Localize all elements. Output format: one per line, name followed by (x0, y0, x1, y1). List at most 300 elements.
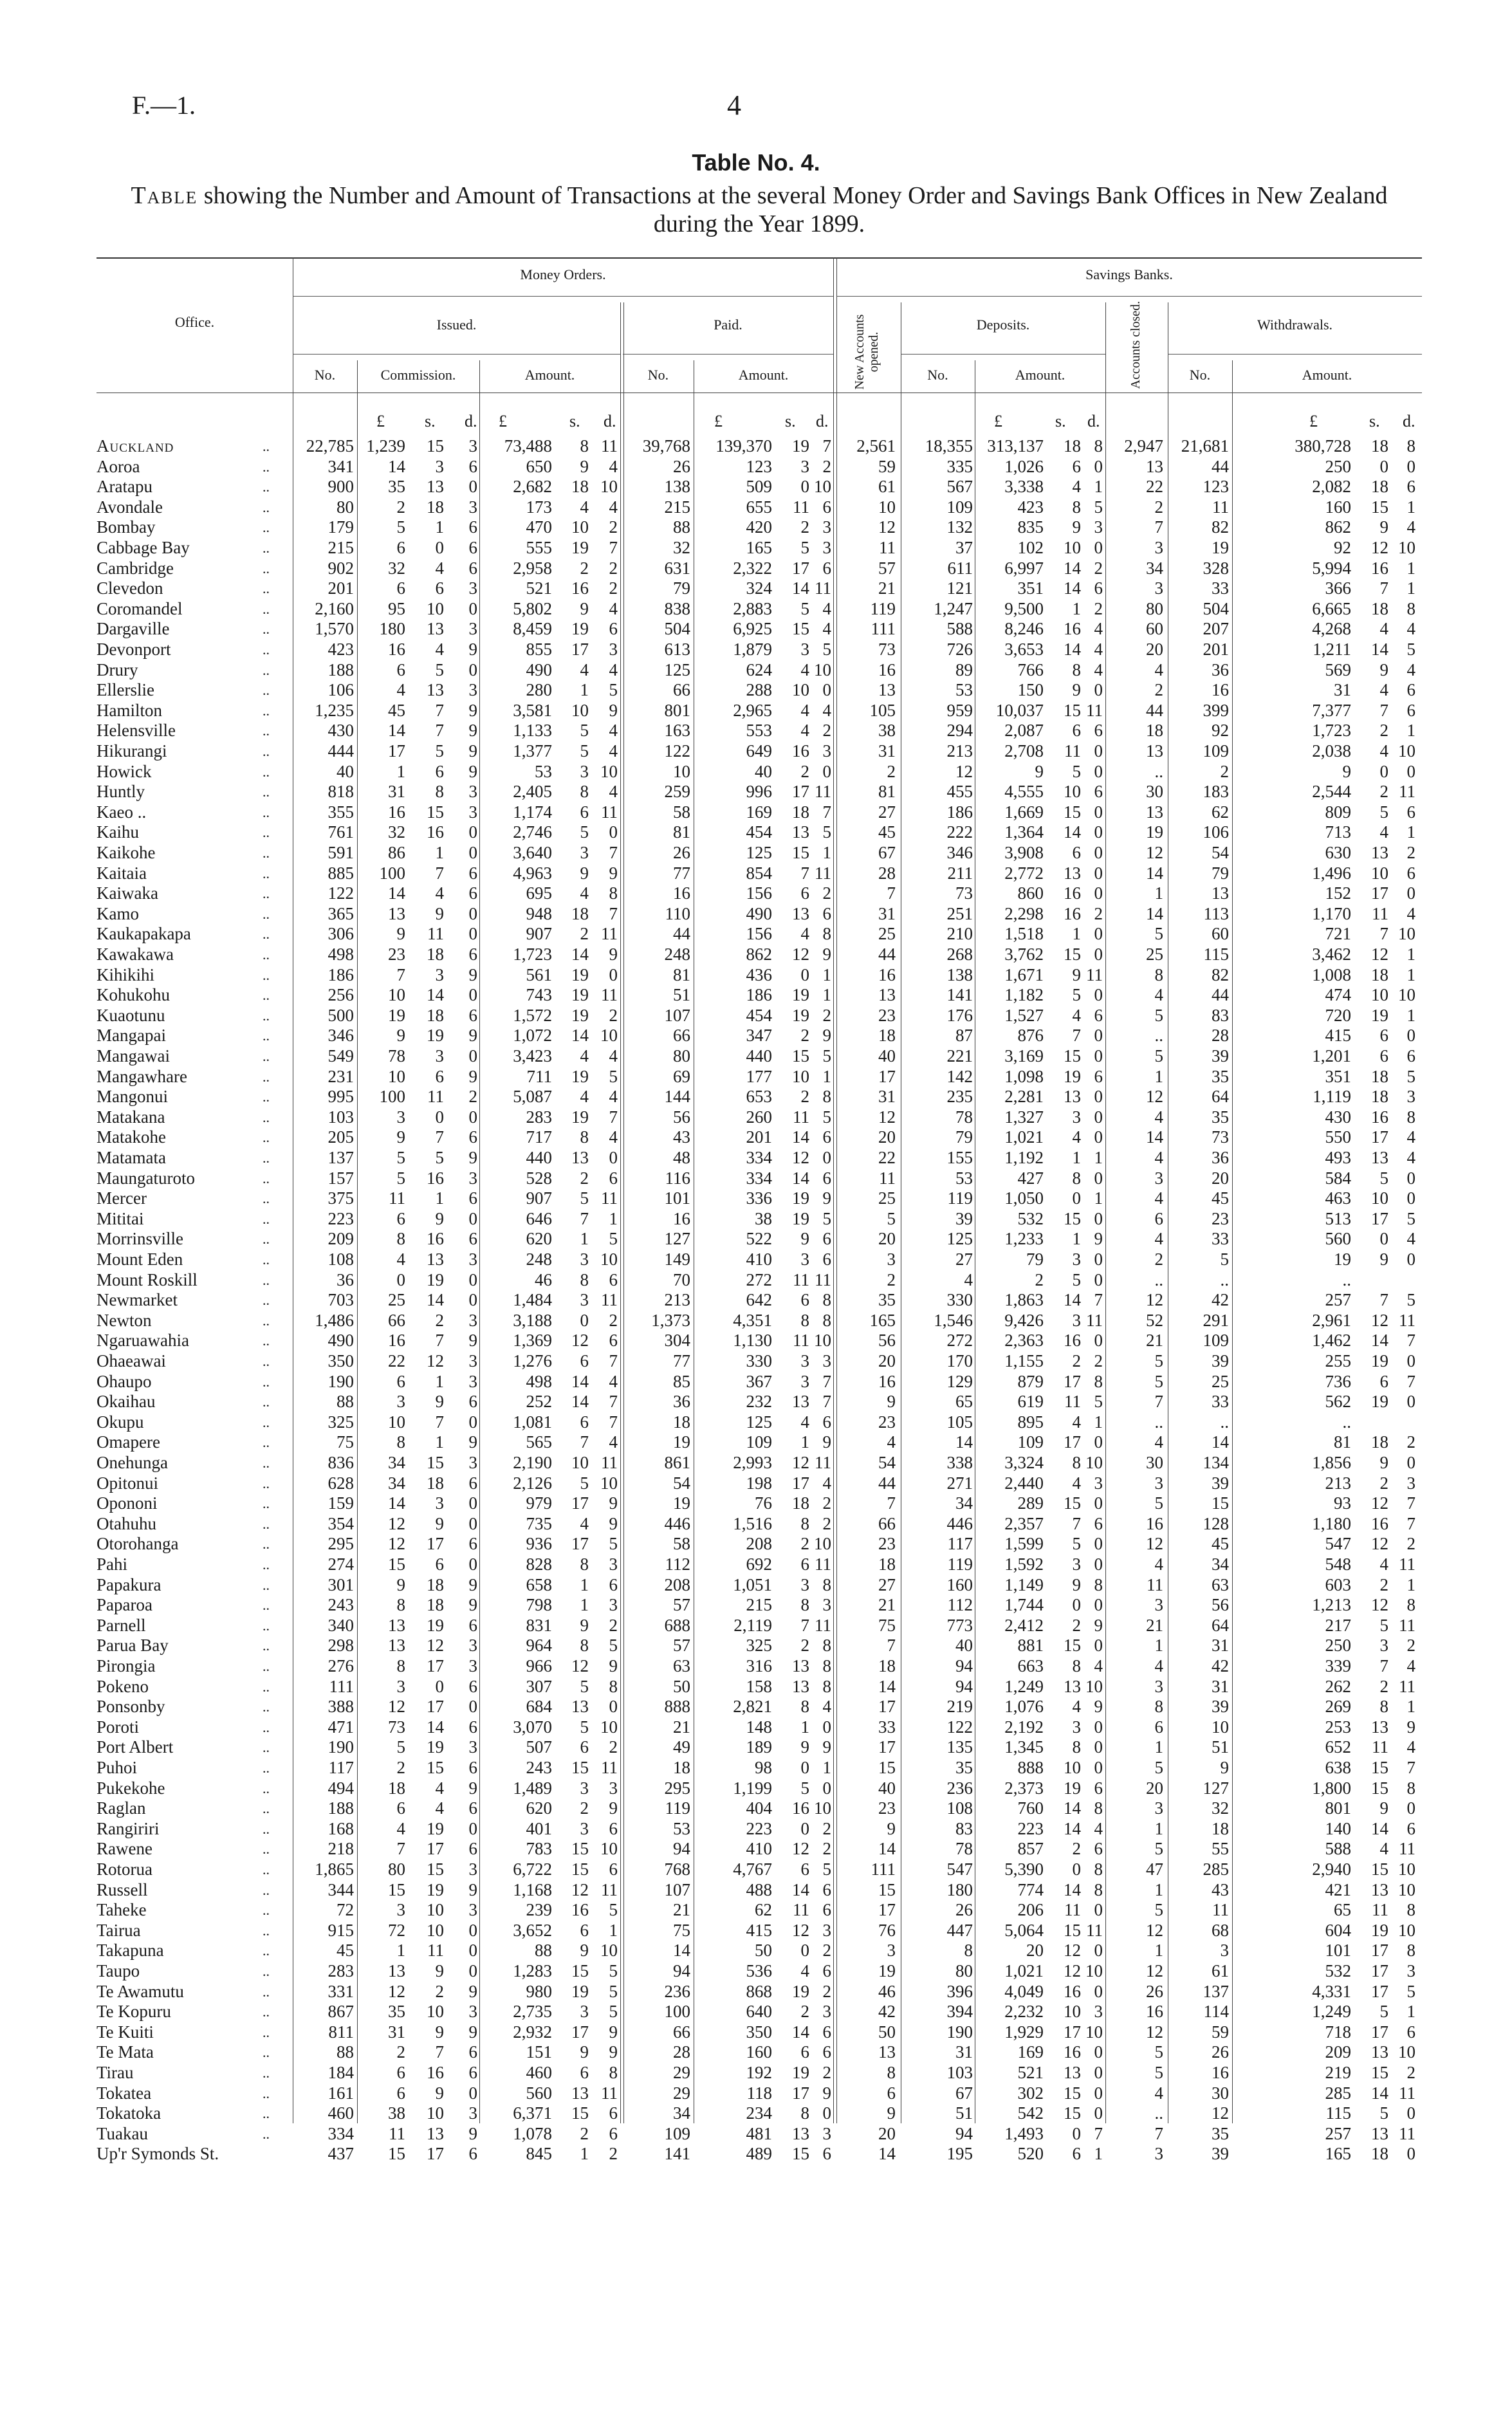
cell-closed: 4 (1154, 1229, 1163, 1249)
cell-wd_no: 92 (1212, 721, 1229, 741)
cell-paid_amt-2: 2 (822, 1513, 831, 1533)
cell-paid_amt-2: 10 (814, 477, 831, 497)
cell-paid_no: 69 (673, 1066, 690, 1086)
cell-iss_no: 45 (337, 1941, 354, 1961)
cell-wd_no: 83 (1212, 1005, 1229, 1025)
cell-com-2: 9 (468, 2123, 477, 2143)
cell-dep_amt-0: 8,246 (1004, 619, 1044, 639)
cell-com-0: 5 (396, 1168, 405, 1188)
cell-iss_amt-2: 11 (601, 802, 618, 822)
cell-paid_no: 631 (664, 558, 690, 578)
cell-com-1: 18 (427, 1595, 444, 1615)
cell-dep_amt-1: 4 (1072, 1005, 1081, 1025)
cell-com-0: 4 (396, 680, 405, 700)
cell-com-1: 17 (427, 1839, 444, 1859)
cell-com-0: 66 (388, 1310, 405, 1330)
cell-paid_amt-0: 160 (746, 2042, 772, 2062)
cell-wd_amt-0: 547 (1325, 1534, 1351, 1554)
cell-paid_amt-0: 208 (746, 1534, 772, 1554)
cell-wd_amt-2: 8 (1406, 1900, 1415, 1920)
cell-com-0: 34 (388, 1453, 405, 1472)
cell-iss_amt-1: 8 (580, 782, 589, 802)
leader-dots: .. (263, 1129, 270, 1146)
office-name: Matakana (97, 1107, 165, 1127)
cell-com-2: 3 (468, 497, 477, 517)
cell-iss_amt-0: 735 (526, 1513, 552, 1533)
cell-new_acc: 46 (878, 1981, 896, 2001)
cell-iss_amt-1: 4 (580, 497, 589, 517)
cell-iss_amt-1: 2 (580, 558, 589, 578)
cell-dep_no: 132 (946, 517, 973, 537)
cell-com-1: 13 (427, 619, 444, 639)
cell-iss_amt-2: 10 (600, 477, 618, 497)
unit-iss-d: d. (604, 412, 616, 430)
cell-wd_amt-2: 10 (1398, 1879, 1415, 1899)
cell-wd_amt-0: 720 (1325, 1005, 1351, 1025)
cell-iss_amt-2: 6 (609, 619, 618, 639)
cell-dep_amt-1: 9 (1072, 680, 1081, 700)
cell-paid_no: 14 (673, 1941, 690, 1961)
cell-com-1: 9 (435, 2022, 444, 2042)
cell-iss_amt-2: 9 (609, 1656, 618, 1675)
cell-iss_amt-0: 907 (526, 1188, 552, 1208)
cell-dep_amt-1: 19 (1064, 1066, 1081, 1086)
table-row (0, 2022, 1512, 2042)
office-name: Pukekohe (97, 1778, 165, 1798)
office-name: Ponsonby (97, 1697, 165, 1717)
cell-wd_no: 44 (1212, 456, 1229, 476)
cell-com-1: 1 (435, 1371, 444, 1391)
office-name: Okaihau (97, 1392, 156, 1412)
cell-wd_amt-0: 862 (1325, 517, 1351, 537)
cell-iss_amt-2: 10 (600, 1941, 618, 1961)
cell-com-2: 9 (468, 1331, 477, 1351)
cell-com-1: 19 (427, 1615, 444, 1635)
leader-dots: .. (263, 1678, 270, 1695)
cell-dep_amt-0: 223 (1017, 1818, 1044, 1838)
cell-iss_amt-1: 19 (571, 1107, 589, 1127)
cell-iss_amt-2: 2 (609, 1615, 618, 1635)
cell-dep_amt-1: 1 (1072, 1148, 1081, 1167)
cell-dep_amt-1: 17 (1064, 1371, 1081, 1391)
cell-wd_amt-1: 18 (1371, 477, 1388, 497)
cell-paid_amt-2: 6 (822, 2144, 831, 2164)
cell-wd_amt-2: 9 (1406, 1717, 1415, 1737)
cell-iss_amt-1: 3 (580, 1778, 589, 1798)
cell-paid_amt-2: 8 (822, 1656, 831, 1675)
office-name: Howick (97, 761, 152, 781)
cell-paid_amt-2: 3 (822, 1595, 831, 1615)
cell-wd_amt-0: 217 (1325, 1615, 1351, 1635)
cell-dep_amt-2: 0 (1094, 822, 1103, 842)
cell-wd_amt-0: 1,213 (1312, 1595, 1351, 1615)
leader-dots: .. (263, 1251, 270, 1268)
cell-wd_amt-2: 4 (1406, 903, 1415, 923)
cell-com-2: 6 (468, 1615, 477, 1635)
cell-wd_amt-1: 5 (1379, 802, 1388, 822)
cell-wd_amt-0: 513 (1325, 1208, 1351, 1228)
cell-closed: 4 (1154, 1107, 1163, 1127)
cell-com-0: 6 (396, 1798, 405, 1818)
cell-paid_no: 77 (673, 1351, 690, 1371)
cell-paid_amt-1: 17 (792, 2083, 809, 2103)
cell-wd_amt-1: 4 (1379, 1555, 1388, 1574)
cell-iss_amt-0: 3,423 (513, 1046, 552, 1066)
cell-dep_no: 176 (946, 1005, 973, 1025)
cell-new_acc: 59 (878, 456, 896, 476)
cell-com-2: 0 (468, 843, 477, 862)
leader-dots: .. (263, 1048, 270, 1064)
cell-iss_amt-2: 9 (609, 1798, 618, 1818)
cell-wd_amt-1: 14 (1371, 1818, 1388, 1838)
cell-paid_amt-0: 350 (746, 2022, 772, 2042)
cell-iss_amt-2: 7 (609, 903, 618, 923)
cell-wd_amt-2: 11 (1399, 1676, 1415, 1696)
cell-new_acc: 40 (878, 1778, 896, 1798)
leader-dots: .. (263, 1536, 270, 1553)
cell-com-1: 3 (435, 965, 444, 984)
cell-dep_amt-2: 9 (1094, 1697, 1103, 1717)
cell-paid_amt-0: 415 (746, 1920, 772, 1940)
cell-iss_amt-2: 7 (609, 1107, 618, 1127)
cell-com-0: 6 (396, 1208, 405, 1228)
cell-wd_amt-1: 12 (1371, 1493, 1388, 1513)
cell-dep_amt-2: 11 (1086, 1920, 1103, 1940)
cell-wd_amt-0: 339 (1325, 1656, 1351, 1675)
cell-com-1: 9 (435, 1513, 444, 1533)
cell-iss_amt-1: 1 (580, 1574, 589, 1594)
cell-paid_amt-0: 109 (746, 1432, 772, 1452)
cell-iss_amt-0: 498 (526, 1371, 552, 1391)
cell-iss_amt-2: 9 (609, 2022, 618, 2042)
cell-paid_amt-2: 5 (822, 1208, 831, 1228)
cell-dep_amt-1: 17 (1064, 2022, 1081, 2042)
cell-dep_no: 78 (955, 1839, 973, 1859)
cell-iss_amt-2: 2 (609, 2144, 618, 2164)
office-name: Kuaotunu (97, 1005, 165, 1025)
header-withdrawals-amount: Amount. (1302, 367, 1352, 383)
cell-dep_no: 125 (946, 1229, 973, 1249)
cell-paid_no: 112 (665, 1555, 690, 1574)
cell-paid_amt-0: 324 (746, 578, 772, 598)
cell-com-2: 0 (468, 1555, 477, 1574)
office-name: Kaikohe (97, 843, 156, 862)
cell-wd_amt-0: 2,544 (1312, 782, 1351, 802)
leader-dots: .. (263, 905, 270, 922)
table-row (0, 599, 1512, 619)
cell-dep_no: 294 (946, 721, 973, 741)
cell-dep_amt-1: 6 (1072, 2144, 1081, 2164)
cell-dep_amt-0: 1,021 (1004, 1127, 1044, 1147)
cell-wd_amt-1: 2 (1379, 721, 1388, 741)
cell-paid_amt-2: 4 (822, 700, 831, 720)
cell-wd_amt-0: 152 (1325, 883, 1351, 903)
cell-dep_no: 40 (955, 1636, 973, 1656)
cell-closed: 13 (1146, 802, 1163, 822)
cell-dep_amt-0: 879 (1017, 1371, 1044, 1391)
cell-paid_amt-0: 4,767 (733, 1860, 772, 1879)
cell-closed: 3 (1154, 1595, 1163, 1615)
cell-paid_amt-2: 6 (822, 2042, 831, 2062)
office-name: Te Awamutu (97, 1981, 184, 2001)
cell-wd_amt-1: 15 (1371, 1778, 1388, 1798)
cell-wd_amt-2: 2 (1406, 843, 1415, 862)
cell-new_acc: 12 (878, 1107, 896, 1127)
cell-paid_no: 54 (673, 1473, 690, 1493)
cell-paid_amt-2: 6 (822, 1250, 831, 1269)
header-paid-amount: Amount. (738, 367, 789, 383)
cell-dep_amt-0: 1,076 (1004, 1697, 1044, 1717)
cell-closed: 3 (1154, 1798, 1163, 1818)
cell-com-2: 0 (468, 1920, 477, 1940)
cell-dep_amt-1: 2 (1072, 1351, 1081, 1371)
cell-paid_amt-1: 7 (800, 1615, 809, 1635)
cell-com-1: 10 (427, 2103, 444, 2123)
cell-iss_amt-1: 7 (580, 1208, 589, 1228)
cell-new_acc: 16 (878, 660, 896, 679)
table-row (0, 1778, 1512, 1798)
cell-dep_amt-0: 2,232 (1004, 2002, 1044, 2022)
cell-wd_no: 3 (1220, 1941, 1229, 1961)
cell-iss_amt-0: 2,932 (513, 2022, 552, 2042)
cell-dep_amt-1: 14 (1064, 1818, 1081, 1838)
cell-paid_amt-0: 2,965 (733, 700, 772, 720)
header-withdrawals-no: No. (1189, 367, 1211, 383)
cell-dep_amt-0: 760 (1017, 1798, 1044, 1818)
office-name: Paparoa (97, 1595, 152, 1615)
cell-closed: 7 (1154, 2123, 1163, 2143)
cell-paid_amt-0: 642 (746, 1290, 772, 1310)
cell-wd_amt-2: 6 (1406, 863, 1415, 883)
office-name: Kaihu (97, 822, 139, 842)
cell-iss_amt-1: 5 (580, 741, 589, 761)
cell-dep_amt-0: 857 (1017, 1839, 1044, 1859)
cell-wd_amt-1: 4 (1379, 822, 1388, 842)
cell-wd_amt-0: 269 (1325, 1697, 1351, 1717)
cell-paid_amt-2: 8 (822, 1310, 831, 1330)
cell-iss_no: 444 (327, 741, 354, 761)
cell-paid_amt-2: 3 (822, 538, 831, 557)
cell-iss_amt-1: 6 (580, 2063, 589, 2082)
cell-iss_no: 161 (327, 2083, 354, 2103)
office-name: Matamata (97, 1148, 166, 1167)
cell-iss_no: 301 (327, 1574, 354, 1594)
table-row (0, 1127, 1512, 1147)
cell-paid_amt-2: 6 (822, 1168, 831, 1188)
cell-iss_amt-1: 6 (580, 1351, 589, 1371)
cell-com-1: 17 (427, 1697, 444, 1717)
cell-closed: 60 (1146, 619, 1163, 639)
cell-wd_amt-2: 3 (1406, 1473, 1415, 1493)
cell-wd_no: 291 (1203, 1310, 1229, 1330)
cell-com-0: 2 (396, 2042, 405, 2062)
cell-dep_amt-0: 3,338 (1004, 477, 1044, 497)
cell-com-2: 6 (468, 1717, 477, 1737)
cell-iss_amt-2: 5 (609, 1534, 618, 1554)
cell-iss_no: 354 (327, 1513, 354, 1533)
cell-paid_amt-2: 6 (822, 1879, 831, 1899)
cell-dep_amt-2: 0 (1094, 1717, 1103, 1737)
cell-new_acc: 61 (878, 477, 896, 497)
cell-dep_amt-1: 4 (1072, 1473, 1081, 1493)
cell-new_acc: 31 (878, 741, 896, 761)
cell-dep_amt-2: 3 (1094, 1473, 1103, 1493)
cell-wd_amt-1: 15 (1371, 497, 1388, 517)
leader-dots: .. (263, 2125, 270, 2142)
cell-dep_amt-1: 4 (1072, 1697, 1081, 1717)
cell-paid_amt-2: 10 (814, 1534, 831, 1554)
cell-wd_amt-2: 10 (1398, 2042, 1415, 2062)
cell-iss_amt-2: 10 (600, 761, 618, 781)
cell-wd_no: 73 (1212, 1127, 1229, 1147)
table-row (0, 822, 1512, 842)
cell-iss_amt-1: 17 (571, 1493, 589, 1513)
cell-dep_amt-0: 835 (1017, 517, 1044, 537)
office-name: Mangapai (97, 1026, 166, 1046)
office-name: Otahuhu (97, 1513, 156, 1533)
cell-wd_no: 183 (1203, 782, 1229, 802)
unit-dep-s: s. (1055, 412, 1066, 430)
cell-iss_amt-0: 979 (526, 1493, 552, 1513)
cell-iss_amt-1: 18 (571, 903, 589, 923)
cell-iss_amt-1: 5 (580, 1188, 589, 1208)
cell-com-0: 3 (396, 1900, 405, 1920)
cell-iss_amt-2: 6 (609, 1574, 618, 1594)
cell-dep_amt-2: 0 (1094, 1555, 1103, 1574)
cell-com-1: 13 (427, 680, 444, 700)
cell-wd_no: 64 (1212, 1615, 1229, 1635)
cell-com-0: 23 (388, 945, 405, 964)
cell-paid_amt-1: 13 (792, 1656, 809, 1675)
cell-dep_amt-2: 0 (1094, 2042, 1103, 2062)
cell-wd_amt-0: 213 (1325, 1473, 1351, 1493)
cell-com-1: 8 (435, 782, 444, 802)
cell-iss_no: 500 (327, 1005, 354, 1025)
cell-paid_amt-1: 8 (800, 1513, 809, 1533)
cell-iss_amt-2: 6 (609, 2123, 618, 2143)
cell-paid_amt-0: 410 (746, 1839, 772, 1859)
cell-com-2: 0 (468, 1046, 477, 1066)
cell-wd_amt-2: 0 (1406, 1026, 1415, 1046)
cell-iss_amt-1: 17 (571, 640, 589, 659)
cell-iss_amt-1: 12 (571, 1879, 589, 1899)
cell-iss_amt-2: 0 (609, 965, 618, 984)
cell-paid_no: 58 (673, 1534, 690, 1554)
cell-dep_no: 141 (946, 985, 973, 1005)
cell-dep_no: 4 (964, 1269, 973, 1289)
cell-dep_amt-0: 1,233 (1004, 1229, 1044, 1249)
cell-iss_no: 157 (327, 1168, 354, 1188)
cell-iss_amt-1: 15 (571, 2103, 589, 2123)
cell-new_acc: 45 (878, 822, 896, 842)
leader-dots: .. (263, 845, 270, 861)
cell-iss_amt-1: 4 (580, 1513, 589, 1533)
cell-iss_amt-2: 11 (601, 1879, 618, 1899)
cell-wd_no: 11 (1212, 497, 1229, 517)
cell-paid_amt-2: 10 (814, 1331, 831, 1351)
office-name: Port Albert (97, 1737, 174, 1757)
cell-iss_amt-2: 4 (609, 1371, 618, 1391)
cell-dep_amt-2: 0 (1094, 1941, 1103, 1961)
cell-dep_no: 213 (946, 741, 973, 761)
cell-new_acc: 27 (878, 1574, 896, 1594)
cell-wd_amt-1: 5 (1379, 2103, 1388, 2123)
cell-paid_amt-0: 481 (746, 2123, 772, 2143)
cell-iss_amt-1: 0 (580, 1310, 589, 1330)
cell-wd_amt-2: 1 (1406, 945, 1415, 964)
cell-wd_no: 33 (1212, 1229, 1229, 1249)
cell-wd_amt-0: 1,008 (1312, 965, 1351, 984)
cell-wd_amt-2: 1 (1406, 721, 1415, 741)
cell-wd_amt-0: 115 (1325, 2103, 1351, 2123)
cell-wd_no: 45 (1212, 1188, 1229, 1208)
table-row (0, 1453, 1512, 1473)
cell-iss_amt-2: 8 (609, 2063, 618, 2082)
cell-paid_no: 43 (673, 1127, 690, 1147)
cell-paid_amt-1: 11 (793, 1107, 809, 1127)
cell-dep_amt-2: 0 (1094, 1107, 1103, 1127)
header-new-accounts: New Accounts opened. (853, 314, 881, 390)
cell-wd_amt-1: 9 (1379, 1798, 1388, 1818)
cell-wd_amt-1: 7 (1379, 700, 1388, 720)
cell-paid_amt-2: 11 (815, 1269, 831, 1289)
cell-paid_amt-2: 0 (822, 1778, 831, 1798)
cell-paid_no: 32 (673, 538, 690, 557)
cell-paid_amt-2: 3 (822, 517, 831, 537)
cell-iss_amt-0: 948 (526, 903, 552, 923)
cell-iss_amt-2: 2 (609, 558, 618, 578)
cell-wd_amt-2: 4 (1406, 517, 1415, 537)
table-row (0, 1717, 1512, 1737)
cell-dep_no: 94 (955, 2123, 973, 2143)
cell-com-2: 9 (468, 761, 477, 781)
cell-com-0: 3 (396, 1392, 405, 1412)
cell-wd_no: 82 (1212, 965, 1229, 984)
office-name: Matakohe (97, 1127, 166, 1147)
cell-iss_amt-1: 3 (580, 1250, 589, 1269)
header-office: Office. (174, 314, 215, 330)
cell-com-0: 95 (388, 598, 405, 618)
cell-paid_amt-1: 11 (793, 1900, 809, 1920)
cell-wd_no: 399 (1203, 700, 1229, 720)
cell-paid_no: 50 (673, 1676, 690, 1696)
cell-com-2: 3 (468, 1250, 477, 1269)
cell-wd_amt-0: 2,961 (1312, 1310, 1351, 1330)
office-name: Bombay (97, 517, 156, 537)
cell-com-2: 0 (468, 1269, 477, 1289)
cell-wd_amt-0: 463 (1325, 1188, 1351, 1208)
cell-iss_no: 1,486 (315, 1310, 354, 1330)
cell-dep_amt-0: 5,390 (1004, 1860, 1044, 1879)
cell-closed: 13 (1146, 741, 1163, 761)
cell-iss_no: 108 (327, 1250, 354, 1269)
cell-iss_amt-1: 14 (571, 1026, 589, 1046)
cell-paid_no: 446 (664, 1513, 690, 1533)
cell-wd_amt-1: 9 (1379, 1453, 1388, 1472)
cell-wd_amt-0: 285 (1325, 2083, 1351, 2103)
cell-paid_amt-2: 3 (822, 2123, 831, 2143)
office-name: Kaukapakapa (97, 924, 191, 944)
cell-iss_no: 190 (327, 1737, 354, 1757)
cell-com-1: 12 (427, 1636, 444, 1656)
cell-iss_no: 355 (327, 802, 354, 822)
cell-dep_amt-2: 6 (1094, 1839, 1103, 1859)
cell-iss_amt-0: 684 (526, 1697, 552, 1717)
cell-paid_amt-0: 40 (755, 761, 772, 781)
cell-dep_amt-0: 1,149 (1004, 1574, 1044, 1594)
cell-wd_amt-0: 101 (1325, 1941, 1351, 1961)
cell-com-0: 14 (388, 721, 405, 741)
